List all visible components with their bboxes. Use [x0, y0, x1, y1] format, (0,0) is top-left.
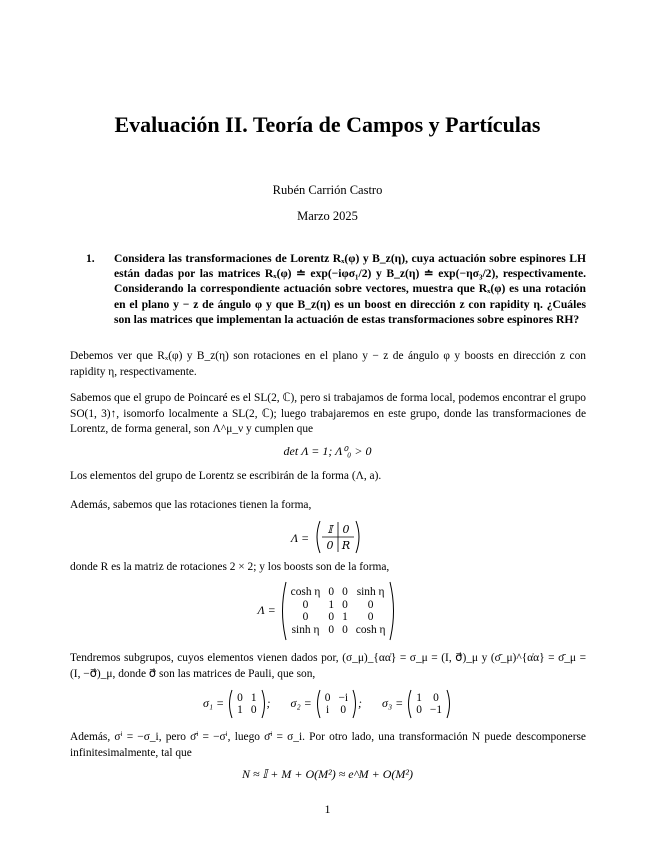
pauli-row [233, 704, 260, 717]
boost-cell: 0 [302, 598, 309, 611]
pauli-cell: 1 [250, 691, 257, 704]
pauli-row [321, 704, 352, 717]
pauli-cell: 1 [416, 691, 422, 704]
boost-lhs: Λ = [257, 602, 276, 617]
boost-cell: 0 [367, 611, 374, 623]
pauli-separator: ; [266, 695, 271, 710]
boost-cell: 0 [342, 586, 348, 598]
pauli-matrix-3 [382, 691, 452, 716]
pauli-row [233, 692, 260, 705]
boost-cell: 0 [328, 611, 335, 623]
pauli-separator: ; [358, 695, 363, 710]
pauli-cell: 0 [340, 704, 347, 716]
pauli-right-paren [446, 689, 452, 719]
problem-text: Considera las transformaciones de Lorentz Rₓ(φ) y B_z(η), cuya actuación sobre espinores LH están dadas por las matrices Rₓ(φ) ≐ exp(−iφσ₁/2) y B_z(η) ≐ exp(−ησ₃/2), respectivamente. Considerando la correspondiente actuación sobre vectores, muestra que Rₓ(φ) es una rotación en el plano y − z de ángulo φ y que B_z(η) es un boost en dirección z con rapidity η. ¿Cuáles son las matrices que implementan la actuación de estas transformaciones sobre espinores RH? [114, 252, 586, 326]
author: Rubén Carrión Castro [272, 183, 383, 197]
rotation-matrix [312, 519, 364, 559]
boost-cell: sinh η [356, 586, 385, 598]
equation-det: det Λ = 1; Λ⁰₀ > 0 [283, 444, 372, 458]
rotation-lhs: Λ = [290, 530, 310, 545]
pauli-lhs: σ₁ = [202, 695, 228, 710]
rotation-cell-11: R [341, 539, 351, 552]
rotation-matrix-svg [312, 519, 364, 555]
boost-cell: cosh η [290, 586, 321, 598]
pauli-cell: 0 [433, 691, 439, 704]
boost-cell: cosh η [355, 623, 386, 636]
paragraph-3: Los elementos del grupo de Lorentz se escribirán de la forma (Λ, a). [70, 470, 382, 482]
boost-cell: sinh η [291, 623, 320, 636]
boost-row [287, 624, 390, 637]
boost-row [287, 611, 390, 624]
pauli-cell: −i [338, 691, 349, 704]
page-number: 1 [324, 802, 331, 816]
pauli-lhs: σ₃ = [382, 695, 407, 710]
equation-pauli [0, 689, 655, 719]
paragraph-1: Debemos ver que Rₓ(φ) y B_z(η) son rotaciones en el plano y − z de ángulo φ y boosts en dirección z con rapidity η, respectivamente. [70, 350, 586, 378]
equation-boost [0, 581, 655, 641]
pauli-table [233, 692, 260, 717]
pauli-cell: 0 [416, 704, 422, 716]
boost-cell: 0 [328, 623, 335, 636]
boost-cell: 1 [328, 598, 335, 611]
boost-left-paren [279, 581, 287, 641]
paragraph-2: Sabemos que el grupo de Poincaré es el SL(2, ℂ), pero si trabajamos de forma local, podemos encontrar el grupo SO(1, 3)↑, isomorfo localmente a SL(2, ℂ); luego trabajaremos en este grupo, donde las transformaciones de Lorentz, de forma general, son Λ^μ_ν y cumplen que [70, 392, 586, 435]
pauli-cell: −1 [429, 704, 443, 716]
boost-row [287, 599, 390, 612]
rotation-cell-00: 𝕀 [327, 523, 333, 536]
pauli-cell: 0 [324, 691, 331, 704]
boost-cell: 0 [367, 598, 374, 611]
pauli-matrix-1 [202, 691, 271, 716]
pauli-cell: i [326, 704, 330, 716]
rotation-cell-10: 0 [326, 539, 334, 552]
problem-number: 1. [86, 252, 95, 265]
paragraph-5: donde R es la matriz de rotaciones 2 × 2; y los boosts son de la forma, [70, 561, 390, 573]
pauli-table [412, 692, 446, 717]
boost-cell: 0 [328, 586, 335, 598]
document-title: Evaluación II. Teoría de Campos y Partículas [114, 112, 541, 137]
boost-right-paren [389, 581, 397, 641]
rotation-cell-01: 0 [342, 523, 350, 536]
problem-statement [86, 251, 586, 327]
equation-infinitesimal: N ≈ 𝕀 + M + O(M²) ≈ e^M + O(M²) [241, 767, 414, 781]
boost-cell: 0 [342, 623, 348, 636]
boost-cell: 0 [302, 611, 309, 623]
pauli-matrix-2 [290, 691, 363, 716]
boost-matrix [279, 581, 398, 641]
pauli-row [412, 692, 446, 705]
paragraph-6: Tendremos subgrupos, cuyos elementos vienen dados por, (σ_μ)_{αα̇} = σ_μ = (I, σ⃗)_μ y (σ̄_μ)^{α̇α} = σ̄_μ = (I, −σ⃗)_μ, donde σ⃗ son las matrices de Pauli, que son, [70, 652, 586, 680]
boost-cell: 1 [342, 611, 348, 623]
pauli-cell: 1 [237, 704, 243, 716]
pauli-row [412, 704, 446, 717]
pauli-table [321, 692, 352, 717]
pauli-row [321, 692, 352, 705]
boost-table [287, 586, 390, 636]
boost-row [287, 586, 390, 599]
date: Marzo 2025 [297, 209, 358, 223]
equation-rotation [0, 519, 655, 559]
paragraph-7: Además, σⁱ = −σ_i, pero σ̄ⁱ = −σⁱ, luego σ̄ⁱ = σ_i. Por otro lado, una transformación N puede descomponerse infinitesimalmente, tal que [70, 731, 586, 759]
boost-cell: 0 [342, 598, 348, 611]
pauli-cell: 0 [237, 691, 243, 704]
pauli-lhs: σ₂ = [290, 695, 315, 710]
paragraph-4: Además, sabemos que las rotaciones tienen la forma, [70, 499, 312, 511]
pauli-cell: 0 [250, 704, 257, 716]
